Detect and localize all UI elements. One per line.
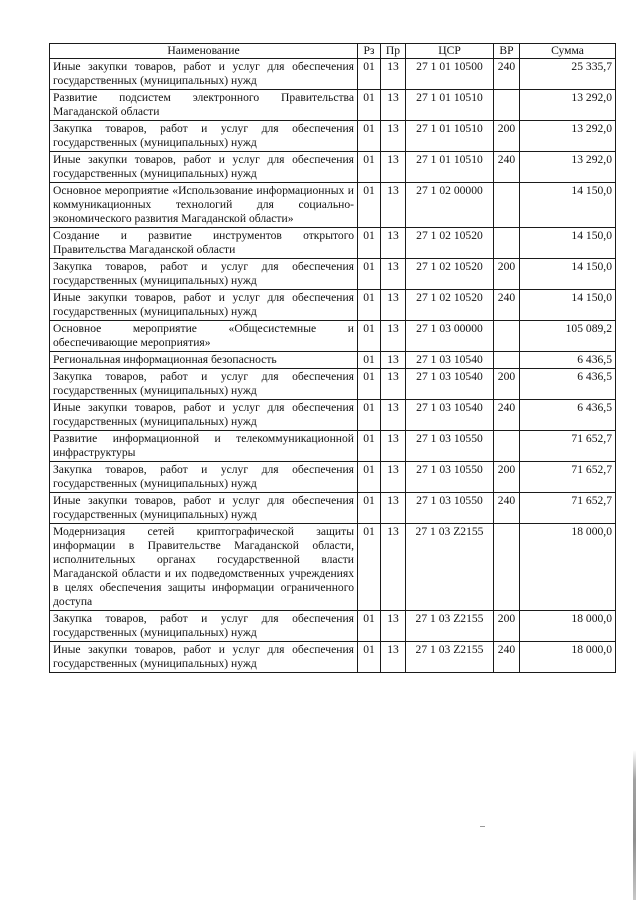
row-rz: 01 [358, 369, 381, 400]
row-pr: 13 [381, 152, 406, 183]
header-name: Наименование [50, 44, 358, 59]
row-csr: 27 1 01 10510 [406, 152, 494, 183]
row-csr: 27 1 03 Z2155 [406, 611, 494, 642]
row-name: Региональная информационная безопасность [50, 352, 358, 369]
row-pr: 13 [381, 290, 406, 321]
row-csr: 27 1 02 10520 [406, 228, 494, 259]
row-vr: 240 [494, 400, 520, 431]
margin-scan-mark [633, 750, 636, 900]
row-rz: 01 [358, 121, 381, 152]
row-vr: 240 [494, 152, 520, 183]
row-name: Закупка товаров, работ и услуг для обеспечения государственных (муниципальных) нужд [50, 462, 358, 493]
table-row [50, 462, 616, 493]
row-name: Иные закупки товаров, работ и услуг для обеспечения государственных (муниципальных) нужд [50, 290, 358, 321]
row-rz: 01 [358, 462, 381, 493]
table-row [50, 321, 616, 352]
row-vr: 200 [494, 259, 520, 290]
table-row [50, 493, 616, 524]
table-row [50, 611, 616, 642]
row-sum: 6 436,5 [520, 352, 616, 369]
row-name: Закупка товаров, работ и услуг для обеспечения государственных (муниципальных) нужд [50, 121, 358, 152]
row-vr [494, 90, 520, 121]
row-sum: 18 000,0 [520, 642, 616, 673]
row-sum: 6 436,5 [520, 369, 616, 400]
row-csr: 27 1 03 10540 [406, 352, 494, 369]
row-name: Основное мероприятие «Использование информационных и коммуникационных технологий для социально-экономического развития Магаданской области» [50, 183, 358, 228]
row-vr: 240 [494, 59, 520, 90]
row-pr: 13 [381, 642, 406, 673]
row-csr: 27 1 03 Z2155 [406, 524, 494, 611]
row-rz: 01 [358, 642, 381, 673]
row-csr: 27 1 01 10510 [406, 121, 494, 152]
row-pr: 13 [381, 183, 406, 228]
row-sum: 105 089,2 [520, 321, 616, 352]
row-name: Развитие информационной и телекоммуникационной инфраструктуры [50, 431, 358, 462]
row-vr: 240 [494, 642, 520, 673]
row-sum: 25 335,7 [520, 59, 616, 90]
row-vr: 200 [494, 462, 520, 493]
table-row [50, 290, 616, 321]
table-row [50, 369, 616, 400]
row-rz: 01 [358, 611, 381, 642]
table-body [50, 59, 616, 673]
row-sum: 71 652,7 [520, 431, 616, 462]
row-vr: 240 [494, 493, 520, 524]
row-pr: 13 [381, 90, 406, 121]
table-row [50, 90, 616, 121]
table-row [50, 59, 616, 90]
row-rz: 01 [358, 90, 381, 121]
table-row [50, 228, 616, 259]
row-vr [494, 352, 520, 369]
table-header-row [50, 44, 616, 59]
row-csr: 27 1 01 10500 [406, 59, 494, 90]
row-vr [494, 183, 520, 228]
row-vr: 240 [494, 290, 520, 321]
row-name: Модернизация сетей криптографической защиты информации в Правительстве Магаданской области, исполнительных органах государственной власти Магаданской области и их подведомственных учреждениях в целях обеспечения защиты информации ограниченного доступа [50, 524, 358, 611]
row-pr: 13 [381, 462, 406, 493]
row-vr [494, 321, 520, 352]
row-rz: 01 [358, 352, 381, 369]
row-sum: 14 150,0 [520, 259, 616, 290]
row-vr [494, 228, 520, 259]
row-pr: 13 [381, 524, 406, 611]
row-csr: 27 1 03 10550 [406, 431, 494, 462]
row-pr: 13 [381, 228, 406, 259]
row-name: Закупка товаров, работ и услуг для обеспечения государственных (муниципальных) нужд [50, 259, 358, 290]
row-name: Иные закупки товаров, работ и услуг для обеспечения государственных (муниципальных) нужд [50, 59, 358, 90]
row-sum: 14 150,0 [520, 183, 616, 228]
row-pr: 13 [381, 431, 406, 462]
row-csr: 27 1 03 10550 [406, 493, 494, 524]
row-sum: 18 000,0 [520, 524, 616, 611]
row-csr: 27 1 03 10540 [406, 400, 494, 431]
row-sum: 71 652,7 [520, 462, 616, 493]
table-row [50, 400, 616, 431]
row-name: Иные закупки товаров, работ и услуг для обеспечения государственных (муниципальных) нужд [50, 642, 358, 673]
scan-speck [480, 826, 485, 827]
row-pr: 13 [381, 321, 406, 352]
header-pr: Пр [381, 44, 406, 59]
row-pr: 13 [381, 259, 406, 290]
table-row [50, 259, 616, 290]
budget-table [49, 43, 616, 673]
row-sum: 14 150,0 [520, 290, 616, 321]
row-rz: 01 [358, 400, 381, 431]
row-sum: 71 652,7 [520, 493, 616, 524]
row-name: Иные закупки товаров, работ и услуг для обеспечения государственных (муниципальных) нужд [50, 152, 358, 183]
row-name: Иные закупки товаров, работ и услуг для обеспечения государственных (муниципальных) нужд [50, 493, 358, 524]
row-sum: 13 292,0 [520, 152, 616, 183]
row-csr: 27 1 03 00000 [406, 321, 494, 352]
row-name: Иные закупки товаров, работ и услуг для обеспечения государственных (муниципальных) нужд [50, 400, 358, 431]
row-pr: 13 [381, 611, 406, 642]
row-sum: 14 150,0 [520, 228, 616, 259]
row-pr: 13 [381, 121, 406, 152]
header-csr: ЦСР [406, 44, 494, 59]
row-name: Развитие подсистем электронного Правительства Магаданской области [50, 90, 358, 121]
row-pr: 13 [381, 369, 406, 400]
row-pr: 13 [381, 493, 406, 524]
row-rz: 01 [358, 290, 381, 321]
row-vr [494, 431, 520, 462]
row-vr: 200 [494, 369, 520, 400]
row-sum: 13 292,0 [520, 121, 616, 152]
row-rz: 01 [358, 321, 381, 352]
row-rz: 01 [358, 59, 381, 90]
row-name: Закупка товаров, работ и услуг для обеспечения государственных (муниципальных) нужд [50, 611, 358, 642]
table-row [50, 152, 616, 183]
row-pr: 13 [381, 59, 406, 90]
row-rz: 01 [358, 493, 381, 524]
row-name: Создание и развитие инструментов открытого Правительства Магаданской области [50, 228, 358, 259]
row-csr: 27 1 01 10510 [406, 90, 494, 121]
row-csr: 27 1 03 10540 [406, 369, 494, 400]
table-row [50, 352, 616, 369]
table-row [50, 524, 616, 611]
table-row [50, 431, 616, 462]
row-name: Закупка товаров, работ и услуг для обеспечения государственных (муниципальных) нужд [50, 369, 358, 400]
row-csr: 27 1 02 10520 [406, 259, 494, 290]
table-row [50, 183, 616, 228]
row-name: Основное мероприятие «Общесистемные и обеспечивающие мероприятия» [50, 321, 358, 352]
row-csr: 27 1 03 Z2155 [406, 642, 494, 673]
header-vr: ВР [494, 44, 520, 59]
row-sum: 6 436,5 [520, 400, 616, 431]
row-sum: 18 000,0 [520, 611, 616, 642]
row-rz: 01 [358, 183, 381, 228]
table-row [50, 121, 616, 152]
row-vr: 200 [494, 121, 520, 152]
table-row [50, 642, 616, 673]
row-csr: 27 1 03 10550 [406, 462, 494, 493]
row-csr: 27 1 02 00000 [406, 183, 494, 228]
row-pr: 13 [381, 352, 406, 369]
row-rz: 01 [358, 228, 381, 259]
header-sum: Сумма [520, 44, 616, 59]
row-pr: 13 [381, 400, 406, 431]
row-rz: 01 [358, 524, 381, 611]
header-rz: Рз [358, 44, 381, 59]
row-sum: 13 292,0 [520, 90, 616, 121]
row-vr: 200 [494, 611, 520, 642]
row-rz: 01 [358, 259, 381, 290]
row-vr [494, 524, 520, 611]
row-rz: 01 [358, 152, 381, 183]
row-csr: 27 1 02 10520 [406, 290, 494, 321]
row-rz: 01 [358, 431, 381, 462]
